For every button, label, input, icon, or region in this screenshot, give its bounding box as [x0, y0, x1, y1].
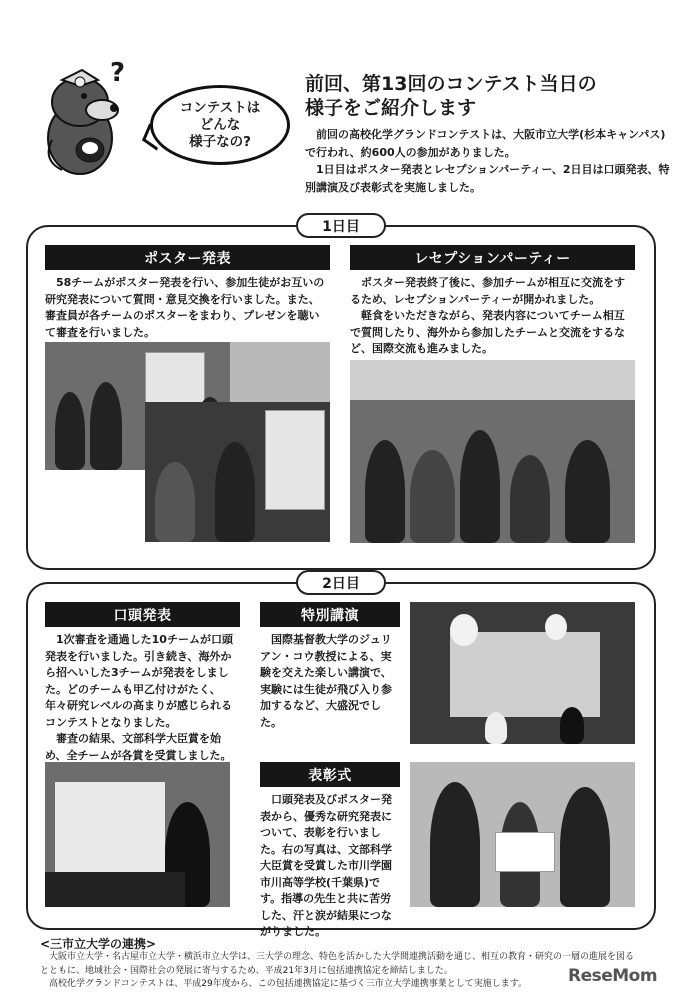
bubble-text: コンテストは どんな 様子なの? — [179, 99, 261, 150]
oral-heading: 口頭発表 — [45, 602, 240, 627]
award-heading: 表彰式 — [260, 762, 400, 787]
oral-paragraph-1: 1次審査を通過した10チームが口頭発表を行いました。引き続き、海外から招へいした3チームが発表をしました。どのチームも甲乙付けがたく、年々研究レベルの高まりが感じられるコンテストとなりました。 — [45, 633, 233, 729]
day2-label: 2日目 — [296, 570, 386, 595]
intro-paragraph-2: 1日目はポスター発表とレセプションパーティー、2日目は口頭発表、特別講演及び表彰式を実施しました。 — [305, 163, 670, 194]
poster-photo-2 — [145, 402, 330, 542]
poster-text — [45, 275, 330, 341]
lecture-photo — [410, 602, 635, 744]
poster-photo-1b — [230, 342, 330, 402]
footer-title: <三市立大学の連携> — [40, 937, 157, 951]
reception-paragraph-2: 軽食をいただきながら、発表内容についてチーム相互で質問したり、海外から参加したチームと交流をするなど、国際交流も進みました。 — [350, 309, 625, 355]
resemom-logo: ReseMom — [568, 966, 658, 986]
reception-heading: レセプションパーティー — [350, 245, 635, 270]
award-photo — [410, 762, 635, 907]
oral-text — [45, 632, 240, 764]
day1-label: 1日目 — [296, 213, 386, 238]
question-mark: ? — [110, 58, 126, 88]
lecture-text — [260, 632, 400, 731]
footer-text — [40, 951, 640, 992]
oral-photo — [45, 762, 230, 907]
intro-paragraph-1: 前回の高校化学グランドコンテストは、大阪市立大学(杉本キャンパス)で行われ、約600人の参加がありました。 — [305, 128, 666, 159]
headline: 前回、第13回のコンテスト当日の 様子をご紹介します — [305, 73, 597, 119]
award-text — [260, 792, 400, 941]
footer-paragraph-1: 大阪市立大学・名古屋市立大学・横浜市立大学は、三大学の理念、特色を活かした大学間連携活動を通じ、相互の教育・研究の一層の進展を図るとともに、地域社会・国際社会の発展に寄与するため、平成21年3月に包括連携協定を締結しました。 — [40, 952, 635, 976]
footer-paragraph-2: 高校化学グランドコンテストは、平成29年度から、この包括連携協定に基づく三市立大学連携事業として実施します。 — [49, 979, 528, 989]
reception-text — [350, 275, 635, 358]
award-paragraph: 口頭発表及びポスター発表から、優秀な研究発表について、表彰を行いました。右の写真は、文部科学大臣賞を受賞した市川学園 市川高等学校(千葉県)です。指導の先生と共に苦労した、汗と涙が結果につながりました。 — [260, 793, 392, 938]
lecture-heading: 特別講演 — [260, 602, 400, 627]
reception-paragraph-1: ポスター発表終了後に、参加チームが相互に交流をするため、レセプションパーティーが開かれました。 — [350, 276, 625, 306]
reception-photo — [350, 360, 635, 543]
oral-paragraph-2: 審査の結果、文部科学大臣賞を始め、全チームが各賞を受賞しました。 — [45, 732, 232, 762]
poster-heading: ポスター発表 — [45, 245, 330, 270]
poster-paragraph: 58チームがポスター発表を行い、参加生徒がお互いの研究発表について質問・意見交換を行いました。また、審査員が各チームのポスターをまわり、プレゼンを聴いて審査を行いました。 — [45, 276, 325, 339]
intro-text — [305, 126, 670, 196]
lecture-paragraph: 国際基督教大学のジュリアン・コウ教授による、実験を交えた楽しい講演で、実験には生徒が飛び入り参加するなど、大盛況でした。 — [260, 633, 392, 729]
speech-bubble — [150, 85, 290, 165]
